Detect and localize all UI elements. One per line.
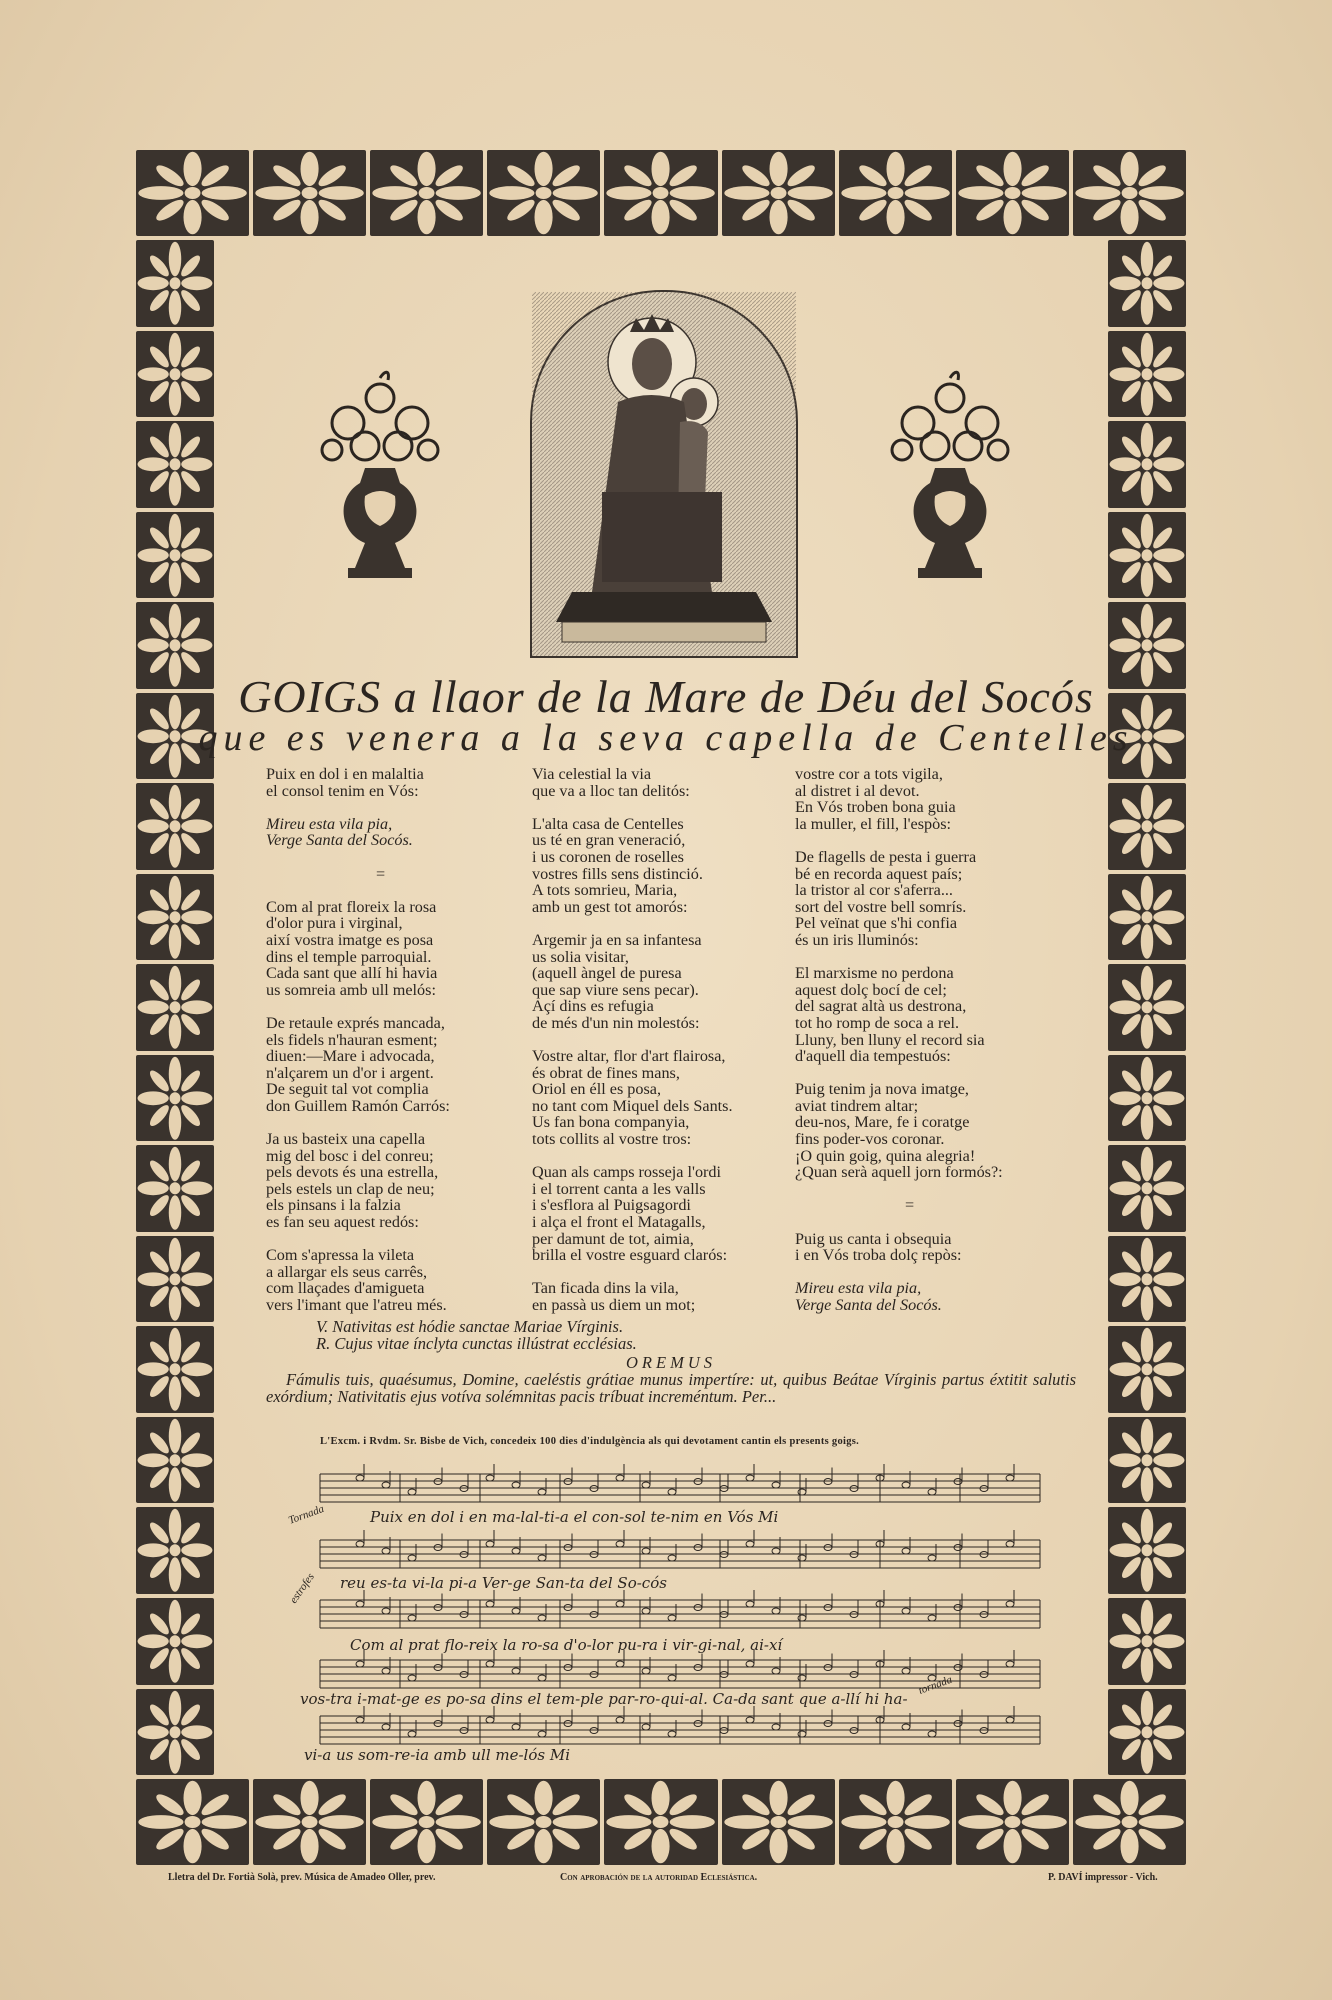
ornament-tile-icon (136, 783, 214, 870)
verse-line: Mireu esta vila pia, (266, 814, 393, 833)
ornament-tile-icon (136, 1055, 214, 1142)
madonna-and-child-icon (532, 292, 796, 656)
verse-line (795, 1181, 1003, 1198)
ornament-tile-icon (1108, 964, 1186, 1051)
ornament-tile-icon (1108, 1326, 1186, 1413)
ornament-tile-icon (1073, 1779, 1186, 1865)
ornamental-border-right (1106, 238, 1188, 1777)
note-head (616, 1661, 624, 1667)
ornament-tile-icon (136, 150, 249, 236)
verse-line: Pel veïnat que s'hi confia (795, 914, 958, 933)
note-head (356, 1661, 364, 1667)
verse-line: us solia visitar, (532, 947, 629, 966)
ornament-tile-icon (1108, 331, 1186, 418)
note-head (512, 1724, 520, 1730)
verse-line: De seguit tal vot complia (266, 1080, 429, 1099)
verse-line: brilla el vostre esguard clarós: (532, 1246, 728, 1265)
verse-line: A tots somrieu, Maria, (532, 881, 678, 900)
margin-note-tornada-2: tornada (916, 1673, 954, 1697)
verse-line: és un iris lluminós: (795, 930, 919, 949)
note-head (668, 1675, 676, 1681)
verse-line: Mireu esta vila pia, (795, 1279, 922, 1298)
verse-line: Tan ficada dins la vila, (532, 1279, 679, 1298)
verse-line: (aquell àngel de puresa (532, 964, 682, 983)
ornament-tile-icon (370, 1779, 483, 1865)
ornament-tile-icon (722, 1779, 835, 1865)
verse-line: es fan seu aquest redós: (266, 1213, 419, 1232)
ornament-tile-icon (136, 240, 214, 327)
margin-note-estrofes: estrofes (287, 1571, 317, 1606)
verse-line: Via celestial la via (532, 765, 652, 783)
lyrics-staff-4: vos-tra i-mat-ge es po-sa dins el tem-ple par-ro-qui-al. Ca-da sant que a-llí hi ha- (300, 1690, 908, 1708)
verse-line: la muller, el fill, l'espòs: (795, 814, 952, 833)
footer-credits: Lletra del Dr. Fortià Solà, prev. Música de Amadeo Oller, prev. (168, 1872, 436, 1883)
note-head (668, 1731, 676, 1737)
verse-line (532, 799, 733, 816)
verse-line: Vostre altar, flor d'art flairosa, (532, 1047, 726, 1066)
note-head (642, 1608, 650, 1614)
note-head (486, 1541, 494, 1547)
verse-line: deu-nos, Mare, fe i coratge (795, 1113, 970, 1132)
ornament-tile-icon (1108, 783, 1186, 870)
oremus-prayer: Fámulis tuis, quaésumus, Domine, caeléstis grátiae munus impertíre: ut, quibus Beátae Vírginis partus éxtitit salutis exórdium; Nativitatis ejus votíva solémnitas pacis tríbuat increméntum. Per... (266, 1370, 1076, 1406)
verse-line: Puig us canta i obsequia (795, 1229, 952, 1248)
note-head (356, 1475, 364, 1481)
note-head (928, 1731, 936, 1737)
ornament-tile-icon (839, 150, 952, 236)
verse-line: els pinsans i la falzia (266, 1196, 401, 1215)
ornamental-border-top (134, 148, 1188, 238)
note-head (382, 1608, 390, 1614)
flower-vase-right-icon (880, 368, 1020, 588)
verse-line: fins poder-vos coronar. (795, 1130, 945, 1149)
note-head (772, 1548, 780, 1554)
ornament-tile-icon (253, 1779, 366, 1865)
verse-line: don Guillem Ramón Carrós: (266, 1096, 450, 1115)
verse-line (266, 1114, 450, 1131)
note-head (408, 1675, 416, 1681)
verse-line: mig del bosc i del conreu; (266, 1146, 434, 1165)
note-head (616, 1717, 624, 1723)
note-head (772, 1724, 780, 1730)
note-head (538, 1731, 546, 1737)
ornament-tile-icon (370, 150, 483, 236)
ornament-tile-icon (136, 421, 214, 508)
verse-line: que va a lloc tan delitós: (532, 781, 690, 800)
oremus-section (266, 1318, 1076, 1405)
verse-line (266, 882, 450, 899)
note-head (798, 1555, 806, 1561)
verse-line: Lluny, ben lluny el record sia (795, 1030, 985, 1049)
note-head (616, 1475, 624, 1481)
ornament-tile-icon (136, 1326, 214, 1413)
ornament-tile-icon (604, 1779, 717, 1865)
ornament-tile-icon (136, 874, 214, 961)
verse-line: El marxisme no perdona (795, 964, 954, 983)
footer-approval: Con aprobación de la autoridad Eclesiástica. (560, 1872, 758, 1883)
note-head (512, 1482, 520, 1488)
verse-line: Oriol en éll es posa, (532, 1080, 662, 1099)
lyrics-staff-2: reu es-ta vi-la pi-a Ver-ge San-ta del So-cós (340, 1574, 667, 1592)
verse-line: i alça el front el Matagalls, (532, 1213, 706, 1232)
verse-line: diuen:—Mare i advocada, (266, 1047, 435, 1066)
ornament-tile-icon (1108, 1598, 1186, 1685)
verse-line: vers l'imant que l'atreu més. (266, 1296, 447, 1314)
verse-column-1 (266, 766, 450, 1314)
ornament-tile-icon (487, 150, 600, 236)
note-head (668, 1489, 676, 1495)
ornament-tile-icon (1108, 1417, 1186, 1504)
oremus-heading: OREMUS (626, 1353, 716, 1372)
note-head (746, 1717, 754, 1723)
verse-line: Puix en dol i en malaltia (266, 765, 424, 783)
lyrics-staff-5: vi-a us som-re-ia amb ull me-lós Mi (304, 1746, 571, 1764)
note-head (408, 1615, 416, 1621)
note-head (642, 1668, 650, 1674)
verse-column-3 (795, 766, 1003, 1314)
verse-line: com llaçades d'amigueta (266, 1279, 425, 1298)
verse-line: pels devots és una estrella, (266, 1163, 439, 1182)
lyrics-staff-3: Com al prat flo-reix la ro-sa d'o-lor pu-ra i vir-gi-nal, ai-xí (350, 1636, 783, 1654)
margin-note-tornada: Tornada (286, 1502, 326, 1527)
verse-line: Quan als camps rosseja l'ordi (532, 1163, 722, 1182)
ornament-tile-icon (839, 1779, 952, 1865)
verse-line: Argemir ja en sa infantesa (532, 930, 702, 949)
note-head (746, 1601, 754, 1607)
verse-line (795, 1214, 1003, 1231)
verse-line (795, 1065, 1003, 1082)
note-head (382, 1724, 390, 1730)
lyrics-staff-1: Puix en dol i en ma-lal-ti-a el con-sol te-nim en Vós Mi (370, 1508, 779, 1526)
ornament-tile-icon (1108, 512, 1186, 599)
verse-line: Verge Santa del Socós. (795, 1296, 942, 1314)
verse-line: bé en recorda aquest país; (795, 864, 963, 883)
ornament-tile-icon (487, 1779, 600, 1865)
note-head (928, 1555, 936, 1561)
verse-line: tot ho romp de soca a rel. (795, 1013, 960, 1032)
verse-line: els fidels n'hauran esment; (266, 1030, 438, 1049)
verse-line: el consol tenim en Vós: (266, 781, 419, 800)
verse-line: així vostra imatge es posa (266, 930, 434, 949)
ornamental-border-bottom (134, 1777, 1188, 1867)
verse-line: Com al prat floreix la rosa (266, 897, 437, 916)
verse-line: = (376, 864, 386, 883)
ornament-tile-icon (722, 150, 835, 236)
ornament-tile-icon (1073, 150, 1186, 236)
verse-line: i us coronen de roselles (532, 847, 684, 866)
note-head (798, 1731, 806, 1737)
verse-line: Ja us basteix una capella (266, 1130, 426, 1149)
verse-line (532, 1032, 733, 1049)
verse-line: vostres fills sens distinció. (532, 864, 703, 883)
note-head (538, 1555, 546, 1561)
verse-line: dins el temple parroquial. (266, 947, 432, 966)
note-head (486, 1717, 494, 1723)
note-head (486, 1601, 494, 1607)
note-head (408, 1731, 416, 1737)
verse-line: De flagells de pesta i guerra (795, 847, 977, 866)
ornament-tile-icon (604, 150, 717, 236)
ornamental-border-left (134, 238, 216, 1777)
note-head (772, 1482, 780, 1488)
verse-line (532, 915, 733, 932)
note-head (1006, 1475, 1014, 1481)
verse-line (266, 799, 450, 816)
verse-line: i en Vós troba dolç repòs: (795, 1246, 962, 1265)
verse-line (795, 949, 1003, 966)
ornament-tile-icon (136, 1779, 249, 1865)
footer-printer: P. DAVÍ impressor - Vich. (1048, 1872, 1158, 1883)
ornament-tile-icon (1108, 874, 1186, 961)
note-head (616, 1541, 624, 1547)
ornament-tile-icon (136, 1236, 214, 1323)
verse-line: pels estels un clap de neu; (266, 1179, 435, 1198)
verse-line (266, 849, 450, 866)
verse-line: és obrat de fines mans, (532, 1063, 680, 1082)
music-score (286, 1454, 1040, 1774)
ornament-tile-icon (136, 1417, 214, 1504)
ornament-tile-icon (136, 1598, 214, 1685)
ornament-tile-icon (136, 1145, 214, 1232)
verse-line: no tant com Miquel dels Sants. (532, 1096, 733, 1115)
note-head (746, 1661, 754, 1667)
note-head (538, 1489, 546, 1495)
note-head (512, 1548, 520, 1554)
verse-line: Us fan bona companyia, (532, 1113, 690, 1132)
ornament-tile-icon (136, 331, 214, 418)
ornament-tile-icon (956, 1779, 1069, 1865)
verse-line: Verge Santa del Socós. (266, 831, 413, 850)
note-head (668, 1555, 676, 1561)
versicle: V. Nativitas est hódie sanctae Mariae Vírginis. (316, 1317, 624, 1336)
verse-line: = (905, 1196, 915, 1215)
verse-line: De retaule exprés mancada, (266, 1013, 445, 1032)
verse-line: Com s'apressa la vileta (266, 1246, 415, 1265)
verse-line: sort del vostre bell somrís. (795, 897, 967, 916)
verse-line (795, 832, 1003, 849)
note-head (356, 1717, 364, 1723)
ornament-tile-icon (136, 1689, 214, 1776)
note-head (902, 1482, 910, 1488)
verse-line: i s'esflora al Puigsagordi (532, 1196, 691, 1215)
note-head (798, 1615, 806, 1621)
note-head (382, 1668, 390, 1674)
verse-line: us té en gran veneració, (532, 831, 686, 850)
verse-line: per damunt de tot, aimia, (532, 1229, 694, 1248)
verse-line: vostre cor a tots vigila, (795, 765, 943, 783)
note-head (356, 1541, 364, 1547)
verse-line: en passà us diem un mot; (532, 1296, 696, 1314)
indulgence-note: L'Excm. i Rvdm. Sr. Bisbe de Vich, concedeix 100 dies d'indulgència als qui devotament cantin els presents goigs. (320, 1436, 860, 1447)
ornament-tile-icon (1108, 1689, 1186, 1776)
note-head (356, 1601, 364, 1607)
verse-line: Cada sant que allí hi havia (266, 964, 438, 983)
note-head (408, 1489, 416, 1495)
verse-line: i el torrent canta a les valls (532, 1179, 706, 1198)
verse-line: L'alta casa de Centelles (532, 814, 684, 833)
verse-line: del sagrat altà us destrona, (795, 997, 967, 1016)
note-head (642, 1724, 650, 1730)
note-head (1006, 1541, 1014, 1547)
note-head (772, 1608, 780, 1614)
response: R. Cujus vitae ínclyta cunctas illústrat ecclésias. (316, 1334, 637, 1353)
note-head (928, 1615, 936, 1621)
ornament-tile-icon (136, 512, 214, 599)
ornament-tile-icon (136, 1507, 214, 1594)
verse-line: que sap viure sens pecar). (532, 980, 699, 999)
note-head (512, 1608, 520, 1614)
verse-line: al distret i al devot. (795, 781, 920, 800)
page-title: GOIGS a llaor de la Mare de Déu del Socós (238, 671, 1094, 722)
note-head (1006, 1661, 1014, 1667)
note-head (616, 1601, 624, 1607)
verse-line (266, 998, 450, 1015)
verse-line: Açí dins es refugia (532, 997, 654, 1016)
verse-line (266, 1231, 450, 1248)
verse-line: aviat tindrem altar; (795, 1096, 919, 1115)
note-head (486, 1661, 494, 1667)
note-head (512, 1668, 520, 1674)
ornament-tile-icon (1108, 421, 1186, 508)
note-head (902, 1724, 910, 1730)
ornament-tile-icon (1108, 240, 1186, 327)
verse-line: a allargar els seus carrês, (266, 1262, 428, 1281)
note-head (486, 1475, 494, 1481)
ornament-tile-icon (253, 150, 366, 236)
note-head (668, 1615, 676, 1621)
ornament-tile-icon (1108, 1055, 1186, 1142)
verse-line (532, 1264, 733, 1281)
flower-vase-left-icon (310, 368, 450, 588)
verse-line (532, 1148, 733, 1165)
verse-line: d'olor pura i virginal, (266, 914, 403, 933)
verse-line: la tristor al cor s'aferra... (795, 881, 953, 900)
verse-line: de més d'un nin molestós: (532, 1013, 700, 1032)
note-head (746, 1475, 754, 1481)
note-head (642, 1548, 650, 1554)
verse-line: d'aquell dia tempestuós: (795, 1047, 951, 1066)
ornament-tile-icon (956, 150, 1069, 236)
verse-line: aquest dolç bocí de cel; (795, 980, 947, 999)
note-head (798, 1489, 806, 1495)
madonna-engraving (530, 290, 798, 658)
ornament-tile-icon (136, 964, 214, 1051)
note-head (902, 1608, 910, 1614)
note-head (1006, 1717, 1014, 1723)
verse-line: ¿Quan serà aquell jorn formós?: (795, 1163, 1003, 1182)
verse-line: tots collits al vostre tros: (532, 1130, 692, 1149)
ornament-tile-icon (1108, 1145, 1186, 1232)
note-head (746, 1541, 754, 1547)
verse-line: n'alçarem un d'or i argent. (266, 1063, 434, 1082)
note-head (538, 1675, 546, 1681)
verse-column-2 (532, 766, 733, 1314)
ornament-tile-icon (1108, 1507, 1186, 1594)
verse-line (795, 1264, 1003, 1281)
note-head (902, 1548, 910, 1554)
note-head (772, 1668, 780, 1674)
verse-line: En Vós troben bona guia (795, 798, 956, 817)
note-head (1006, 1601, 1014, 1607)
note-head (928, 1489, 936, 1495)
ornament-tile-icon (1108, 1236, 1186, 1323)
note-head (538, 1615, 546, 1621)
verse-line: ¡O quin goig, quina alegria! (795, 1146, 976, 1165)
verse-line: Puig tenim ja nova imatge, (795, 1080, 969, 1099)
note-head (902, 1668, 910, 1674)
note-head (408, 1555, 416, 1561)
note-head (382, 1482, 390, 1488)
page-subtitle: que es venera a la seva capella de Centelles (198, 717, 1134, 759)
note-head (642, 1482, 650, 1488)
note-head (382, 1548, 390, 1554)
note-head (798, 1675, 806, 1681)
verse-line: amb un gest tot amorós: (532, 897, 688, 916)
verse-line: us somreia amb ull melós: (266, 980, 436, 999)
